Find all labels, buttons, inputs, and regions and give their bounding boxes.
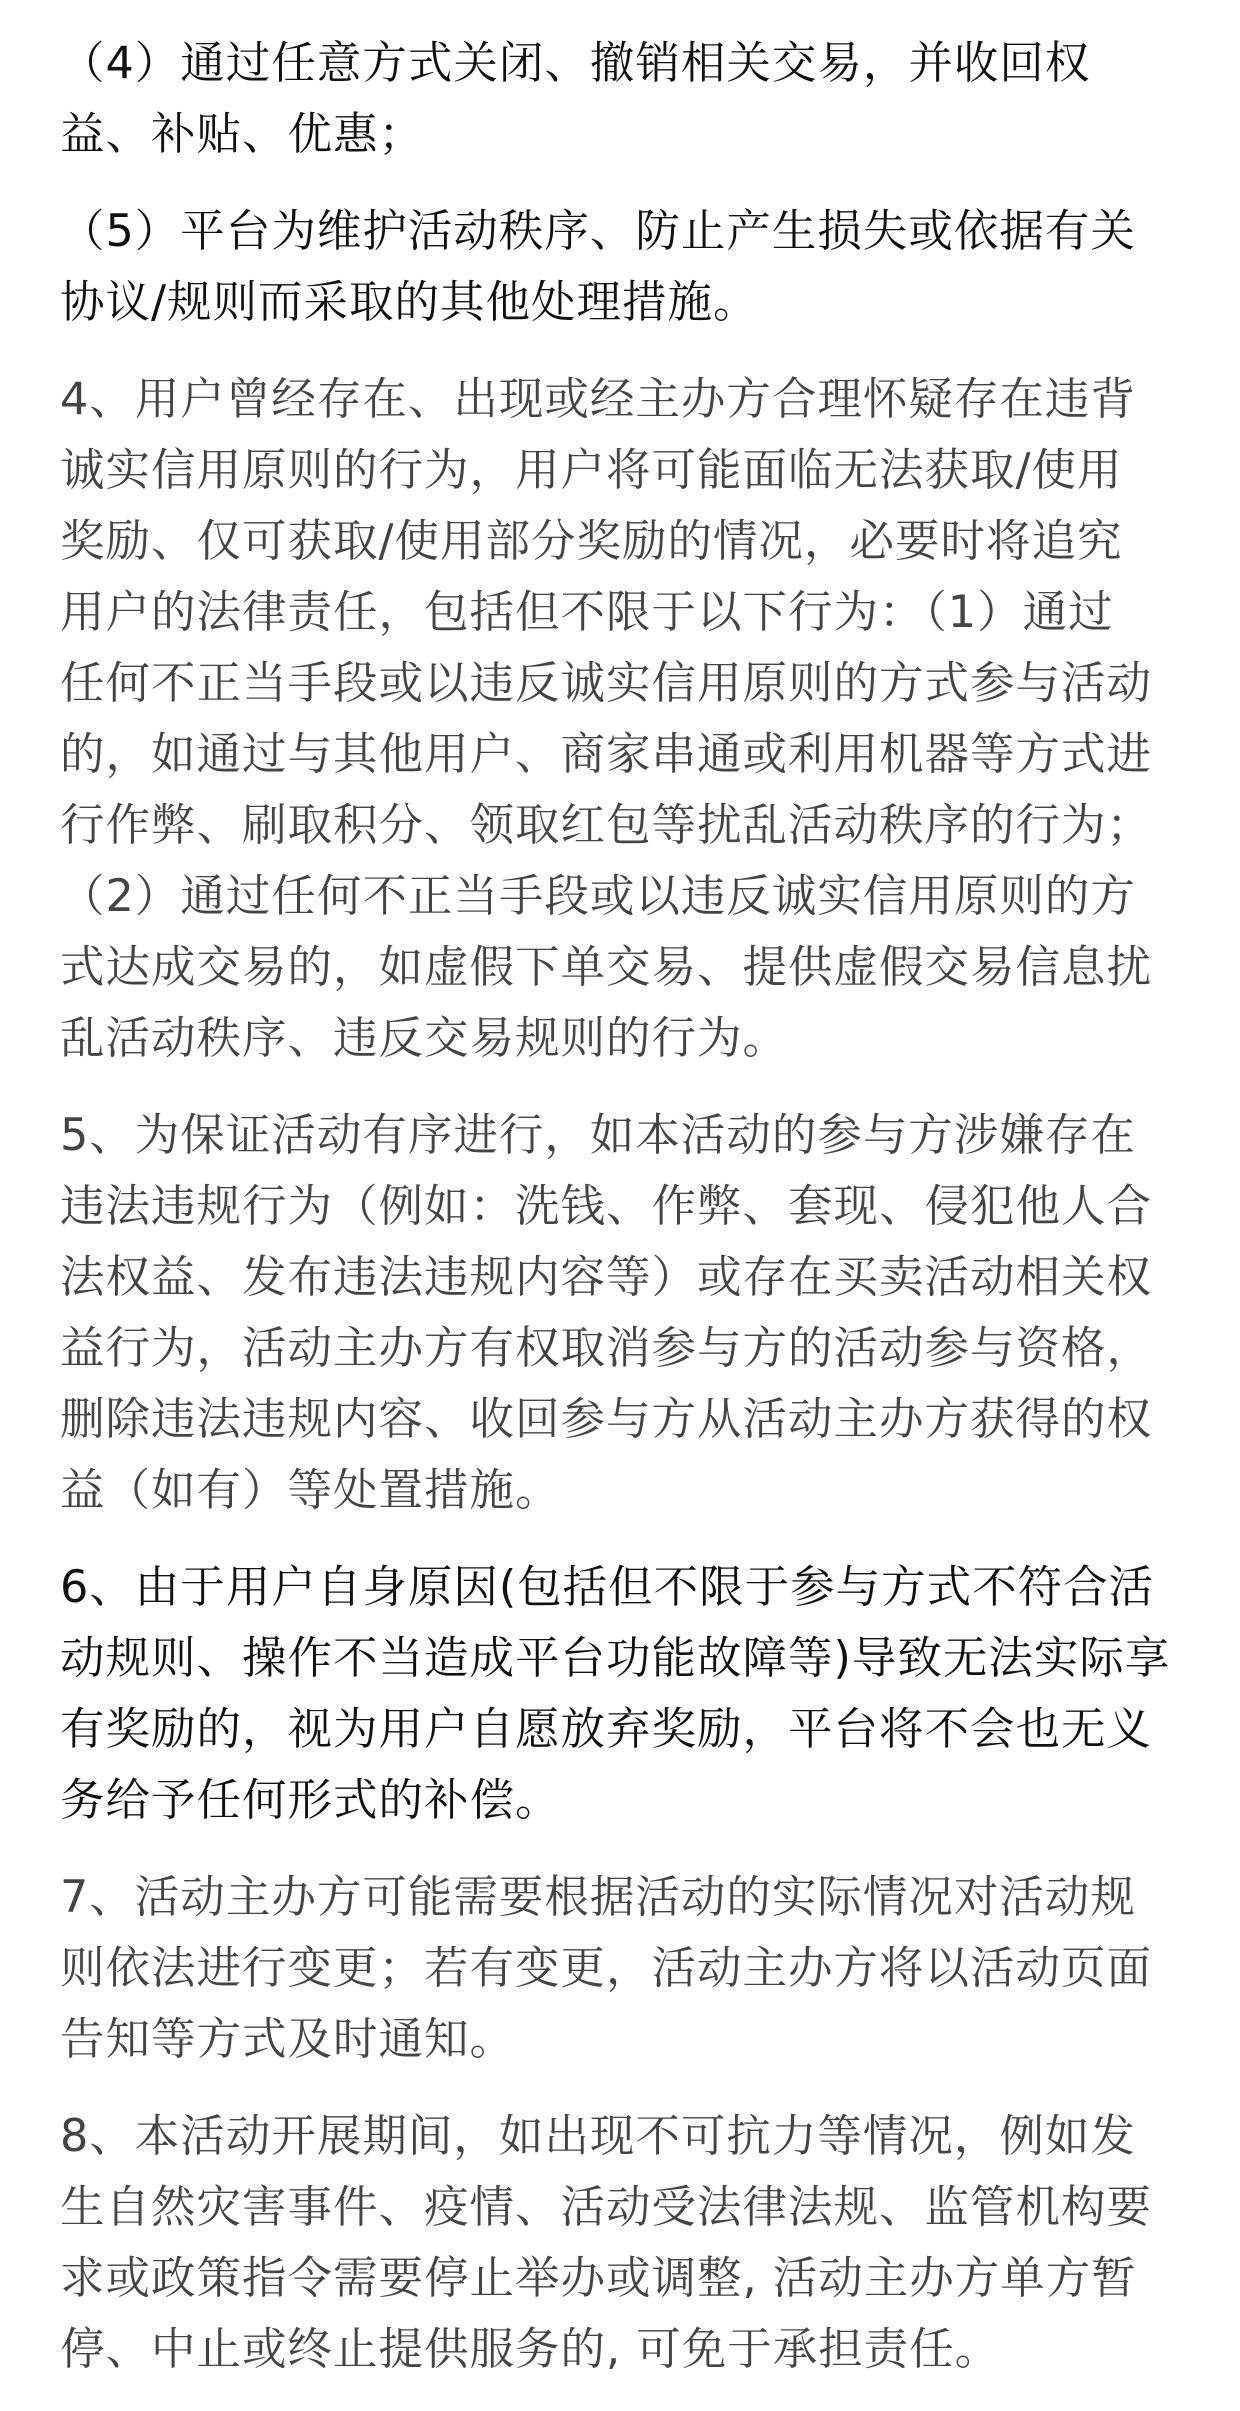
text-line: 告知等方式及时通知。 bbox=[60, 2014, 516, 2065]
text-line: 有奖励的，视为用户自愿放弃奖励，平台将不会也无义 bbox=[60, 1704, 1153, 1755]
text-line: 法权益、发布违法违规内容等）或存在买卖活动相关权 bbox=[60, 1252, 1153, 1303]
text-line: 6、由于用户自身原因(包括但不限于参与方式不符合活 bbox=[60, 1562, 1155, 1613]
rule-paragraph-6 bbox=[60, 1552, 1190, 1836]
text-line: 违法违规行为（例如：洗钱、作弊、套现、侵犯他人合 bbox=[60, 1181, 1153, 1232]
text-line: （2）通过任何不正当手段或以违反诚实信用原则的方 bbox=[60, 871, 1136, 922]
rule-paragraph-8 bbox=[60, 2101, 1190, 2385]
text-line: 停、中止或终止提供服务的, 可免于承担责任。 bbox=[60, 2324, 1001, 2375]
text-line: 4、用户曾经存在、出现或经主办方合理怀疑存在违背 bbox=[60, 374, 1136, 425]
rule-paragraph-4 bbox=[60, 364, 1190, 1074]
text-line: 行作弊、刷取积分、领取红包等扰乱活动秩序的行为； bbox=[60, 800, 1153, 851]
text-line: 7、活动主办方可能需要根据活动的实际情况对活动规 bbox=[60, 1872, 1136, 1923]
text-line: 5、为保证活动有序进行，如本活动的参与方涉嫌存在 bbox=[60, 1110, 1136, 1161]
text-line: 任何不正当手段或以违反诚实信用原则的方式参与活动 bbox=[60, 658, 1153, 709]
text-line: 8、本活动开展期间，如出现不可抗力等情况，例如发 bbox=[60, 2111, 1136, 2162]
text-line: 诚实信用原则的行为，用户将可能面临无法获取/使用 bbox=[60, 445, 1123, 496]
rule-paragraph-4-5 bbox=[60, 196, 1190, 338]
text-line: 奖励、仅可获取/使用部分奖励的情况，必要时将追究 bbox=[60, 516, 1123, 567]
rule-paragraph-4-4 bbox=[60, 28, 1190, 170]
text-line: 用户的法律责任，包括但不限于以下行为：（1）通过 bbox=[60, 587, 1114, 638]
text-line: （4）通过任意方式关闭、撤销相关交易，并收回权 bbox=[60, 38, 1091, 89]
text-line: 动规则、操作不当造成平台功能故障等)导致无法实际享 bbox=[60, 1633, 1171, 1684]
text-line: 求或政策指令需要停止举办或调整, 活动主办方单方暂 bbox=[60, 2253, 1137, 2304]
text-line: 式达成交易的，如虚假下单交易、提供虚假交易信息扰 bbox=[60, 942, 1153, 993]
text-line: 协议/规则而采取的其他处理措施。 bbox=[60, 277, 759, 328]
text-line: （5）平台为维护活动秩序、防止产生损失或依据有关 bbox=[60, 206, 1136, 257]
rule-paragraph-7 bbox=[60, 1862, 1190, 2075]
text-line: 的，如通过与其他用户、商家串通或利用机器等方式进 bbox=[60, 729, 1153, 780]
text-line: 生自然灾害事件、疫情、活动受法律法规、监管机构要 bbox=[60, 2182, 1153, 2233]
text-line: 益行为，活动主办方有权取消参与方的活动参与资格， bbox=[60, 1323, 1153, 1374]
rules-document bbox=[60, 28, 1190, 2411]
text-line: 务给予任何形式的补偿。 bbox=[60, 1775, 561, 1826]
text-line: 删除违法违规内容、收回参与方从活动主办方获得的权 bbox=[60, 1394, 1153, 1445]
text-line: 益、补贴、优惠； bbox=[60, 109, 425, 160]
text-line: 则依法进行变更；若有变更，活动主办方将以活动页面 bbox=[60, 1943, 1153, 1994]
text-line: 益（如有）等处置措施。 bbox=[60, 1465, 561, 1516]
rule-paragraph-5 bbox=[60, 1100, 1190, 1526]
text-line: 乱活动秩序、违反交易规则的行为。 bbox=[60, 1013, 789, 1064]
